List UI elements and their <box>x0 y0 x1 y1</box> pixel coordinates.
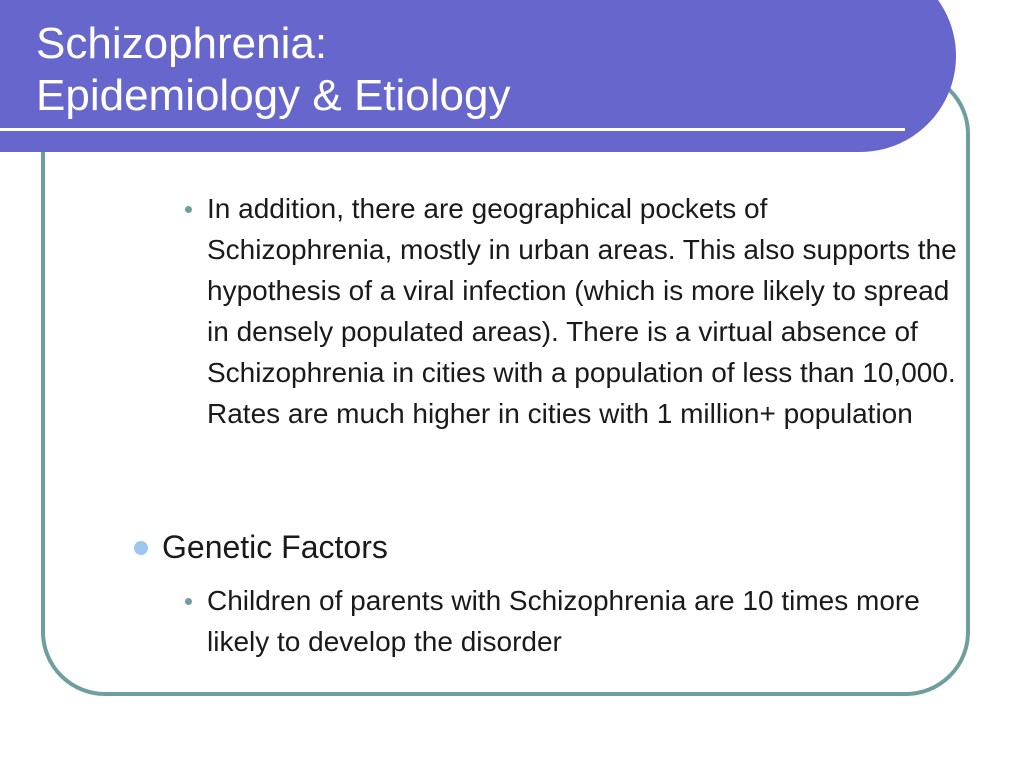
bullet-children-of-parents: Children of parents with Schizophrenia are 10 times more likely to develop the disorder <box>207 580 957 662</box>
bullet-urban-pockets: In addition, there are geographical pockets of Schizophrenia, mostly in urban areas. This also supports the hypothesis of a viral infection (which is more likely to spread in densely populated areas). There is a virtual absence of Schizophrenia in cities with a population of less than 10,000. Rates are much higher in cities with 1 million+ population <box>207 188 957 434</box>
bullet-genetic-factors: Genetic Factors <box>162 527 942 567</box>
title-line-1: Schizophrenia: <box>36 19 328 68</box>
title-line-2: Epidemiology & Etiology <box>36 71 511 120</box>
